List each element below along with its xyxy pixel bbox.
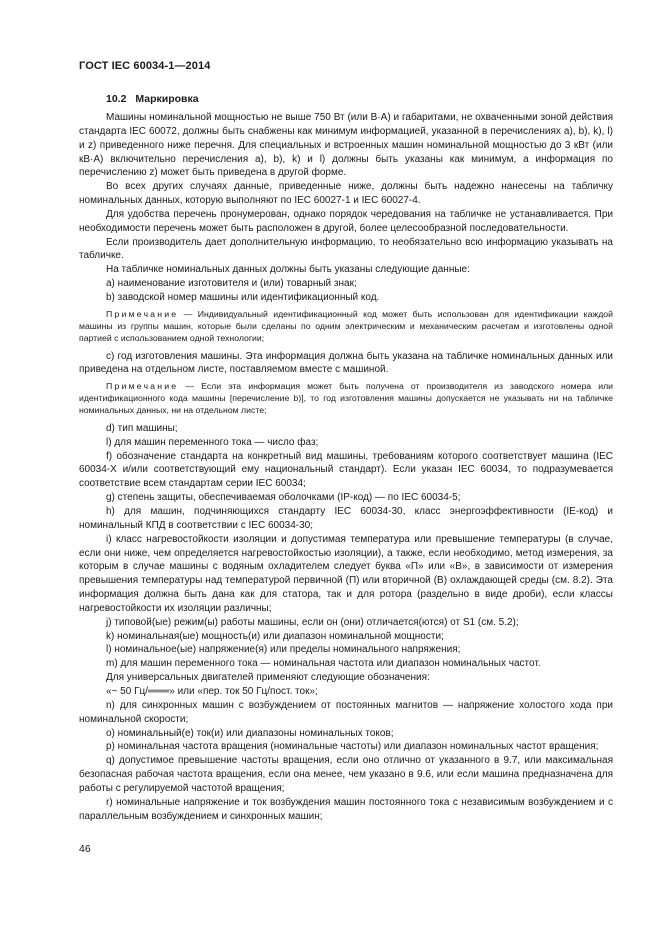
section-title: Маркировка bbox=[135, 93, 199, 105]
list-item: o) номинальный(е) ток(и) или диапазоны номинальных токов; bbox=[106, 727, 394, 739]
list-item: b) заводской номер машины или идентификационный код. bbox=[106, 291, 380, 303]
section-number: 10.2 bbox=[106, 93, 127, 105]
document-body bbox=[79, 92, 613, 823]
page-number: 46 bbox=[79, 843, 91, 855]
document-header: ГОСТ IEC 60034-1—2014 bbox=[79, 60, 211, 72]
list-item: l) для машин переменного тока — число фаз; bbox=[106, 436, 319, 448]
paragraph: Для универсальных двигателей применяют следующие обозначения: bbox=[106, 672, 430, 684]
paragraph: Для удобства перечень пронумерован, однако порядок чередования на табличке не устанавливается. При необходимости перечень может быть расположен в другой, более целесообразной последовательности. bbox=[79, 208, 613, 234]
paragraph: Машины номинальной мощностью не выше 750 Вт (или В·А) и габаритами, не охваченными зоной действия стандарта IEC 60072, должны быть снабжены как минимум информацией, указанной в перечислениях a), b), k), l) и z) приведенного ниже перечня. Для специальных и встроенных машин номинальной мощностью до 3 кВт (или кВ·А) включительно перечисления a), b), k) и l) должны быть указаны как минимум, а информация по перечислению z) может быть приведена в другой форме. bbox=[79, 112, 613, 179]
list-item: h) для машин, подчиняющихся стандарту IEC 60034-30, класс энергоэффективности (IE-код) и номинальный КПД в соответствии с IEC 60034-30; bbox=[79, 506, 613, 531]
list-item: g) степень защиты, обеспечиваемая оболочками (IP-код) — по IEC 60034-5; bbox=[106, 492, 461, 504]
list-item: f) обозначение стандарта на конкретный вид машины, требованиям которого соответствует машина (IEC 60034-X и/или соответствующий ему национальный стандарт). Если указан IEC 60034, то подразумевается соответствие всем стандартам серии IEC 60034; bbox=[79, 450, 613, 490]
list-item: p) номинальная частота вращения (номинальные частоты) или диапазон номинальных частот вращения; bbox=[106, 741, 599, 753]
paragraph: На табличке номинальных данных должны быть указаны следующие данные: bbox=[106, 264, 470, 276]
note-label: Примечание bbox=[106, 308, 179, 319]
paragraph: Если производитель дает дополнительную информацию, то необязательно всю информацию указывать на табличке. bbox=[79, 236, 613, 262]
section-heading bbox=[106, 92, 613, 106]
list-item: n) для синхронных машин с возбуждением от постоянных магнитов — напряжение холостого хода при номинальной скорости; bbox=[79, 699, 613, 725]
list-item: k) номинальная(ые) мощность(и) или диапазон номинальной мощности; bbox=[106, 630, 444, 642]
note bbox=[79, 381, 613, 417]
list-item: c) год изготовления машины. Эта информация должна быть указана на табличке номинальных данных или приведена на отдельном листе, поставляемом вместе с машиной. bbox=[79, 350, 613, 376]
list-item: i) класс нагревостойкости изоляции и допустимая температура или превышение температуры (в случае, если они ниже, чем определяется нагревостойкостью изоляции), а также, если необходимо, метод измерения, за которым в случае машины с водяным охладителем следует буква «П» или «В», в зависимости от измерения превышения температуры над температурой первичной (П) или вторичной (В) охлаждающей среды (см. 8.2). Эта информация должна быть дана как для статора, так и для ротора (раздельно в виде дроби), если классы нагревостойкости их изоляции различны; bbox=[79, 533, 613, 614]
list-item: j) типовой(ые) режим(ы) работы машины, если он (они) отличается(ются) от S1 (см. 5.2); bbox=[106, 616, 519, 628]
note-text: — Индивидуальный идентификационный код может быть использован для идентификации каждой машины из группы машин, которые были сделаны по одним электрическим и механическим расчетам и изготовлены одной партией с использованием одной технологии; bbox=[79, 308, 613, 343]
note bbox=[79, 309, 613, 345]
note-label: Примечание bbox=[106, 381, 179, 392]
note-text: — Если эта информация может быть получена от производителя из заводского номера или идентификационного кода машины [перечисление b)], то год изготовления машины допускается не указывать ни на табличке номинальных данных, ни на отдельном листе; bbox=[79, 381, 613, 416]
list-item: a) наименование изготовителя и (или) товарный знак; bbox=[106, 278, 357, 290]
paragraph: Во всех других случаях данные, приведенные ниже, должны быть надежно нанесены на табличку номинальных данных, которую выполняют по IEC 60027-1 и IEC 60027-4. bbox=[79, 181, 613, 207]
symbol-line: «~ 50 Гц/═══» или «пер. ток 50 Гц/пост. ток»; bbox=[106, 685, 318, 697]
list-item: l) номинальное(ые) напряжение(я) или пределы номинального напряжения; bbox=[106, 644, 461, 656]
list-item: q) допустимое превышение частоты вращения, если оно отлично от указанного в 9.7, или максимальная безопасная рабочая частота вращения, если она менее, чем указано в 9.6, или если машина предназначена для работы с регулируемой частотой вращения; bbox=[79, 755, 613, 794]
list-item: m) для машин переменного тока — номинальная частота или диапазон номинальных частот. bbox=[106, 658, 541, 670]
list-item: r) номинальные напряжение и ток возбуждения машин постоянного тока с независимым возбуждением и с параллельным возбуждением и синхронных машин; bbox=[79, 796, 613, 822]
list-item: d) тип машины; bbox=[106, 422, 178, 434]
